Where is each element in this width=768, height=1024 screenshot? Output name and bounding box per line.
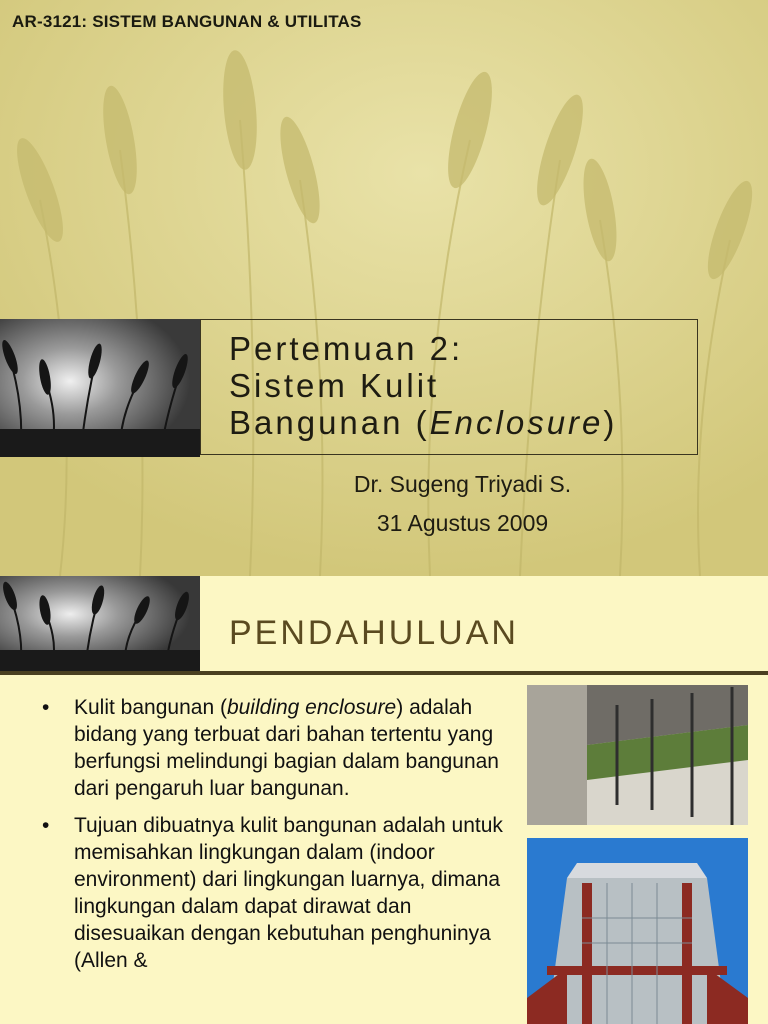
- wheat-photo: [0, 576, 200, 671]
- title-line-2: Sistem Kulit: [229, 367, 440, 404]
- slide-title: [229, 330, 699, 441]
- wheat-photo: [0, 319, 200, 457]
- building-facade-photo: [527, 838, 748, 1024]
- course-title: AR-3121: SISTEM BANGUNAN & UTILITAS: [12, 12, 362, 31]
- divider: [0, 671, 768, 675]
- title-emphasis: Enclosure: [429, 404, 604, 441]
- title-line-3: Bangunan (Enclosure): [229, 404, 618, 441]
- bullet-list: [42, 694, 512, 984]
- bullet-icon: •: [42, 696, 50, 719]
- section-heading: PENDAHULUAN: [229, 614, 519, 652]
- title-line-1: Pertemuan 2:: [229, 330, 464, 367]
- title-box: [200, 319, 698, 455]
- presentation-date: 31 Agustus 2009: [376, 510, 549, 536]
- bullet-icon: •: [42, 814, 50, 837]
- content-slide: [0, 576, 768, 1024]
- corridor-photo: [527, 685, 748, 825]
- author-name: Dr. Sugeng Triyadi S.: [353, 471, 572, 497]
- list-item: • Kulit bangunan (building enclosure) adalah bidang yang terbuat dari bahan tertentu yang berfungsi melindungi bagian dalam bangunan dari pengaruh luar bangunan.: [42, 696, 499, 800]
- list-item: • Tujuan dibuatnya kulit bangunan adalah untuk memisahkan lingkungan dalam (indoor environment) dari lingkungan luarnya, dimana lingkungan dalam dapat dirawat dan disesuaikan dengan kebutuhan penghuninya (Allen &: [42, 814, 503, 972]
